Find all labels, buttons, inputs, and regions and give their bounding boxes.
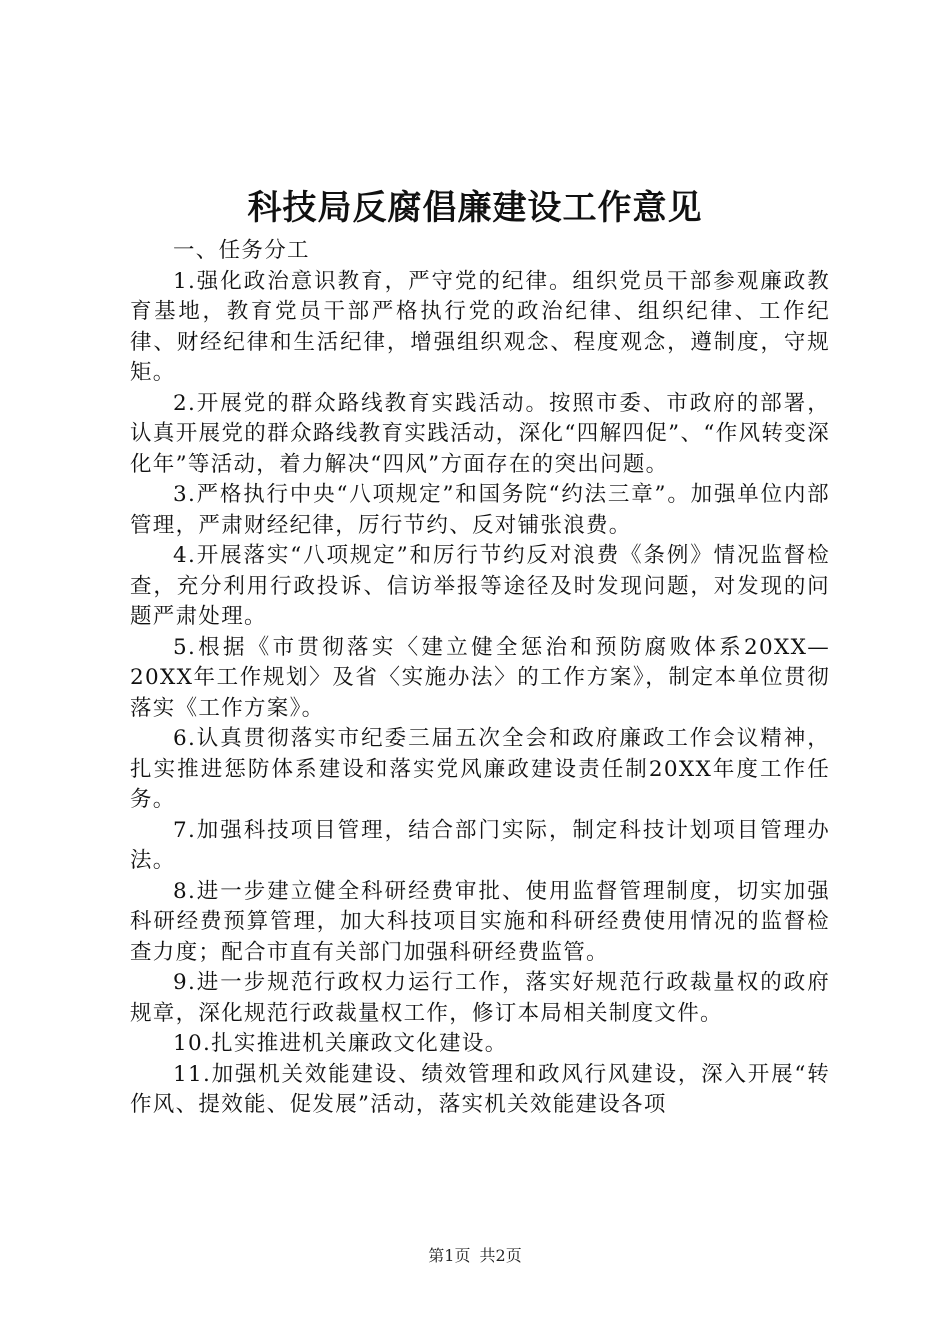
paragraph-item-3: 3.严格执行中央“八项规定”和国务院“约法三章”。加强单位内部管理，严肃财经纪律，厉行节约、反对铺张浪费。 bbox=[130, 482, 830, 538]
paragraph-item-10: 10.扎实推进机关廉政文化建设。 bbox=[173, 1031, 508, 1056]
page-number-current: 第1页 bbox=[428, 1246, 471, 1265]
paragraph-item-8: 8.进一步建立健全科研经费审批、使用监督管理制度，切实加强科研经费预算管理，加大科技项目实施和科研经费使用情况的监督检查力度；配合市直有关部门加强科研经费监管。 bbox=[130, 878, 830, 965]
document-body bbox=[130, 236, 830, 1121]
paragraph-item-1: 1.强化政治意识教育，严守党的纪律。组织党员干部参观廉政教育基地，教育党员干部严格执行党的政治纪律、组织纪律、工作纪律、财经纪律和生活纪律，增强组织观念、程度观念，遵制度，守规矩。 bbox=[130, 268, 830, 385]
page-number-total: 共2页 bbox=[479, 1246, 522, 1265]
paragraph-item-9: 9.进一步规范行政权力运行工作，落实好规范行政裁量权的政府规章，深化规范行政裁量权工作，修订本局相关制度文件。 bbox=[130, 970, 830, 1026]
page-footer bbox=[0, 1244, 950, 1268]
paragraph-item-4: 4.开展落实“八项规定”和厉行节约反对浪费《条例》情况监督检查，充分利用行政投诉、信访举报等途径及时发现问题，对发现的问题严肃处理。 bbox=[130, 543, 830, 629]
document-title: 科技局反腐倡廉建设工作意见 bbox=[247, 188, 703, 228]
paragraph-item-11: 11.加强机关效能建设、绩效管理和政风行风建设，深入开展“转作风、提效能、促发展”活动，落实机关效能建设各项 bbox=[130, 1061, 830, 1117]
section-heading: 一、任务分工 bbox=[173, 238, 310, 263]
paragraph-item-6: 6.认真贯彻落实市纪委三届五次全会和政府廉政工作会议精神，扎实推进惩防体系建设和落实党风廉政建设责任制20XX年度工作任务。 bbox=[130, 726, 830, 812]
paragraph-item-7: 7.加强科技项目管理，结合部门实际，制定科技计划项目管理办法。 bbox=[130, 817, 830, 873]
paragraph-item-5: 5.根据《市贯彻落实〈建立健全惩治和预防腐败体系20XX—20XX年工作规划〉及省〈实施办法〉的工作方案》，制定本单位贯彻落实《工作方案》。 bbox=[130, 634, 830, 721]
paragraph-item-2: 2.开展党的群众路线教育实践活动。按照市委、市政府的部署，认真开展党的群众路线教育实践活动，深化“四解四促”、“作风转变深化年”等活动，着力解决“四风”方面存在的突出问题。 bbox=[130, 390, 830, 477]
